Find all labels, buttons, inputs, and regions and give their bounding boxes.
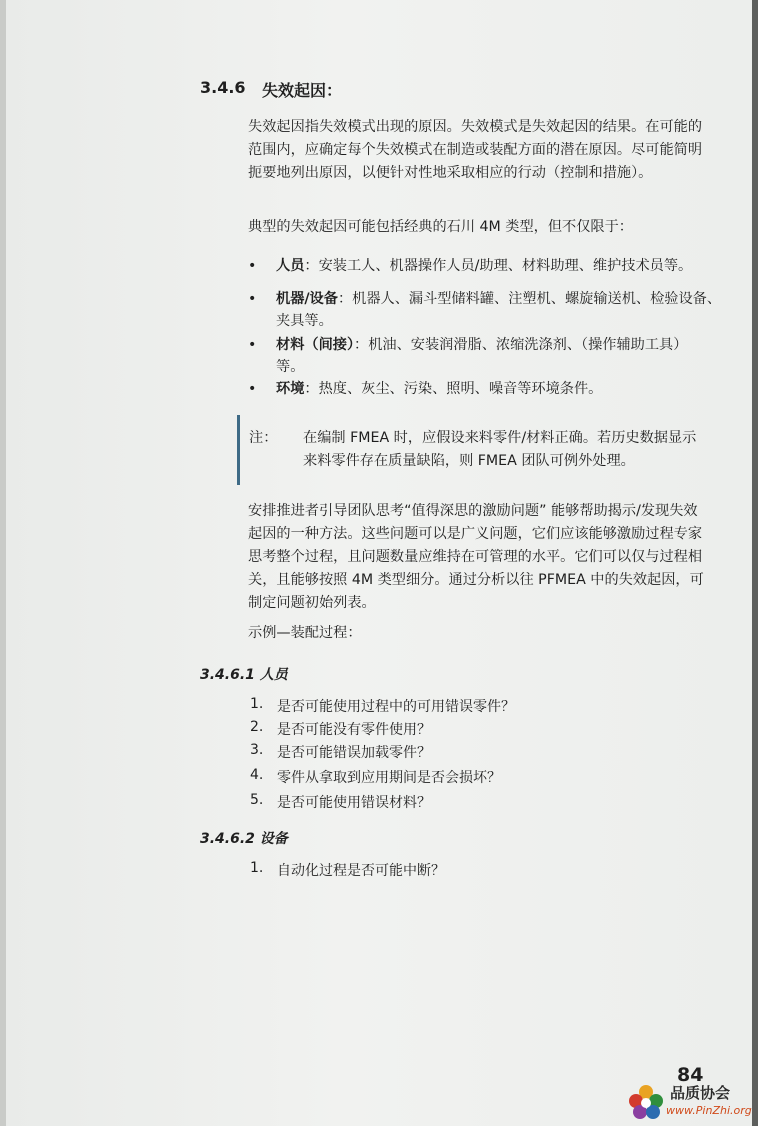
note-text — [303, 427, 696, 473]
bullet-dot: • — [248, 258, 257, 274]
intro-line: 范围内，应确定每个失效模式在制造或装配方面的潜在原因。尽可能简明 — [248, 142, 703, 158]
flower-icon — [626, 1082, 666, 1122]
list-item-number: 1. — [250, 696, 264, 712]
list-item — [250, 696, 650, 716]
list-item — [250, 792, 650, 812]
intro-line: 失效起因指失效模式出现的原因。失效模式是失效起因的结果。在可能的 — [248, 119, 703, 135]
list-item — [250, 860, 650, 880]
list-item-text: 零件从拿取到应用期间是否会损坏？ — [277, 770, 501, 786]
note-bar — [237, 415, 240, 485]
list-item — [250, 767, 650, 787]
page-edge — [752, 0, 758, 1126]
watermark-name: 品质协会 — [670, 1084, 731, 1102]
page-number: 84 — [677, 1064, 704, 1086]
bullet-text: ：机油、安装润滑脂、浓缩洗涤剂、（操作辅助工具） — [354, 337, 688, 353]
section-number: 3.4.6 — [200, 78, 246, 97]
watermark-logo — [626, 1082, 752, 1122]
typical-causes-line: 典型的失效起因可能包括经典的石川 4M 类型，但不仅限于： — [248, 219, 633, 235]
guidance-line: 制定问题初始列表。 — [248, 595, 376, 611]
list-item-text: 自动化过程是否可能中断？ — [277, 863, 445, 879]
guidance-line: 思考整个过程，且问题数量应维持在可管理的水平。它们可以仅与过程相 — [248, 549, 703, 565]
note-line: 来料零件存在质量缺陷，则 FMEA 团队可例外处理。 — [303, 453, 635, 469]
bullet-label: 环境 — [276, 381, 305, 397]
list-item — [250, 742, 650, 762]
bullet-label: 机器/设备 — [276, 291, 338, 307]
guidance-line: 关，且能够按照 4M 类型细分。通过分析以往 PFMEA 中的失效起因，可 — [248, 572, 704, 588]
guidance-line: 起因的一种方法。这些问题可以是广义问题，它们应该能够激励过程专家 — [248, 526, 703, 542]
bullet-dot: • — [248, 381, 257, 397]
list-item-text: 是否可能没有零件使用？ — [277, 722, 431, 738]
list-item-text: 是否可能使用过程中的可用错误零件？ — [277, 699, 515, 715]
note-label: 注： — [249, 430, 278, 446]
list-item-number: 2. — [250, 719, 264, 735]
guidance-line: 安排推进者引导团队思考“值得深思的激励问题” 能够帮助揭示/发现失效 — [248, 503, 698, 519]
bullet-label: 材料（间接） — [276, 337, 355, 353]
bullet-text: ：热度、灰尘、污染、照明、噪音等环境条件。 — [304, 381, 603, 397]
list-item-number: 5. — [250, 792, 264, 808]
bullet-dot: • — [248, 291, 257, 307]
bullet-label: 人员 — [276, 258, 305, 274]
list-item-number: 3. — [250, 742, 264, 758]
bullet-text: 等。 — [276, 359, 305, 375]
subsection-title-personnel: 3.4.6.1 人员 — [200, 667, 288, 683]
bullet-text: 夹具等。 — [276, 313, 333, 329]
list-item-text: 是否可能使用错误材料？ — [277, 795, 431, 811]
example-label: 示例—装配过程： — [248, 625, 362, 641]
bullet-text: ：机器人、漏斗型储料罐、注塑机、螺旋输送机、检验设备、 — [337, 291, 722, 307]
watermark-url: www.PinZhi.org — [666, 1104, 752, 1117]
bullet-text: ：安装工人、机器操作人员/助理、材料助理、维护技术员等。 — [304, 258, 693, 274]
bullet-dot: • — [248, 337, 257, 353]
list-item — [250, 719, 650, 739]
list-item-text: 是否可能错误加载零件？ — [277, 745, 431, 761]
list-item-number: 1. — [250, 860, 264, 876]
list-item-number: 4. — [250, 767, 264, 783]
note-line: 在编制 FMEA 时，应假设来料零件/材料正确。若历史数据显示 — [303, 430, 697, 446]
subsection-title-equipment: 3.4.6.2 设备 — [200, 831, 288, 847]
intro-line: 扼要地列出原因，以便针对性地采取相应的行动（控制和措施）。 — [248, 165, 653, 181]
intro-paragraph — [248, 116, 702, 185]
section-title: 失效起因： — [262, 81, 343, 100]
guidance-paragraph — [248, 500, 704, 615]
